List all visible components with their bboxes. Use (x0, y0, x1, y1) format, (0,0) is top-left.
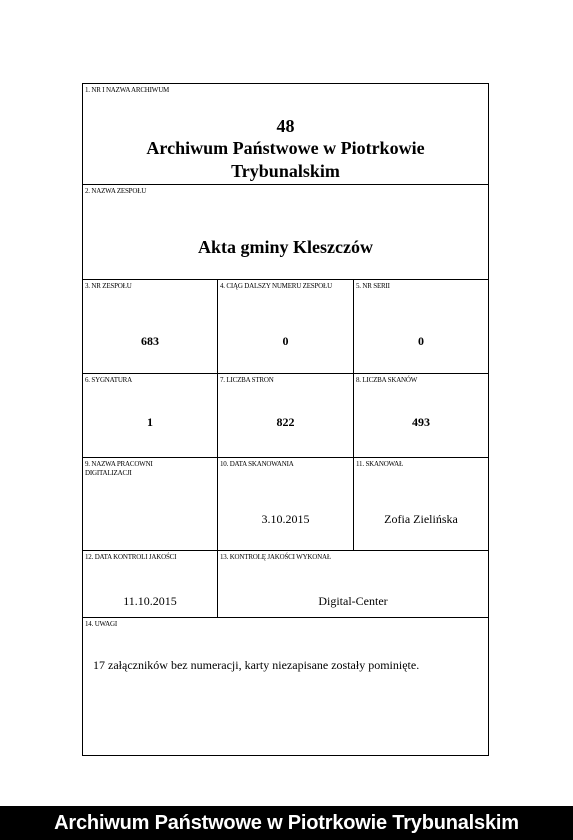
signature-cell (83, 374, 218, 457)
fonds-number-cont-cell (218, 280, 354, 373)
archive-row (83, 84, 488, 185)
digitization-lab-cell (83, 458, 218, 550)
qc-date-cell (83, 551, 218, 617)
series-number-cell (354, 280, 488, 373)
scan-date-value: 3.10.2015 (261, 512, 310, 526)
digitization-row (83, 458, 488, 551)
qc-by-value: Digital-Center (318, 594, 388, 608)
signature-label: 6. SYGNATURA (85, 376, 132, 384)
metadata-form (82, 83, 489, 756)
qc-date-value: 11.10.2015 (123, 594, 177, 608)
scan-count-cell (354, 374, 488, 457)
qc-by-cell (218, 551, 488, 617)
fonds-number-cell (83, 280, 218, 373)
archive-name: Archiwum Państwowe w Piotrkowie Trybunalskim (146, 138, 425, 181)
page-count-label: 7. LICZBA STRON (220, 376, 274, 384)
page-count-cell (218, 374, 354, 457)
scanned-by-cell (354, 458, 488, 550)
scan-date-label: 10. DATA SKANOWANIA (220, 460, 294, 468)
fonds-number-cont-value: 0 (282, 334, 289, 348)
signature-row (83, 374, 488, 458)
scan-date-cell (218, 458, 354, 550)
archive-label: 1. NR I NAZWA ARCHIWUM (85, 86, 170, 94)
fonds-number-row (83, 280, 488, 374)
page-count-value: 822 (276, 415, 295, 429)
notes-label: 14. UWAGI (85, 620, 118, 628)
archive-number: 48 (276, 116, 295, 136)
fonds-name-label: 2. NAZWA ZESPOŁU (85, 187, 147, 195)
fonds-name-value: Akta gminy Kleszczów (198, 237, 373, 257)
fonds-number-label: 3. NR ZESPOŁU (85, 282, 132, 290)
fonds-number-cont-label: 4. CIĄG DALSZY NUMERU ZESPOŁU (220, 282, 332, 290)
qc-by-label: 13. KONTROLĘ JAKOŚCI WYKONAŁ (220, 553, 331, 561)
series-number-value: 0 (418, 334, 424, 348)
scanned-by-value: Zofia Zielińska (384, 512, 458, 526)
fonds-number-value: 683 (141, 334, 159, 348)
notes-row (83, 618, 488, 755)
footer-banner: Archiwum Państwowe w Piotrkowie Trybunalskim (0, 806, 573, 840)
quality-control-row (83, 551, 488, 618)
scanned-by-label: 11. SKANOWAŁ (356, 460, 404, 468)
scan-count-label: 8. LICZBA SKANÓW (356, 376, 418, 384)
notes-value: 17 załączników bez numeracji, karty niezapisane zostały pominięte. (93, 658, 420, 672)
qc-date-label: 12. DATA KONTROLI JAKOŚCI (85, 553, 177, 561)
scan-count-value: 493 (412, 415, 430, 429)
series-number-label: 5. NR SERII (356, 282, 390, 290)
fonds-name-row (83, 185, 488, 280)
signature-value: 1 (147, 415, 153, 429)
digitization-lab-label: 9. NAZWA PRACOWNI DIGITALIZACJI (85, 460, 153, 477)
